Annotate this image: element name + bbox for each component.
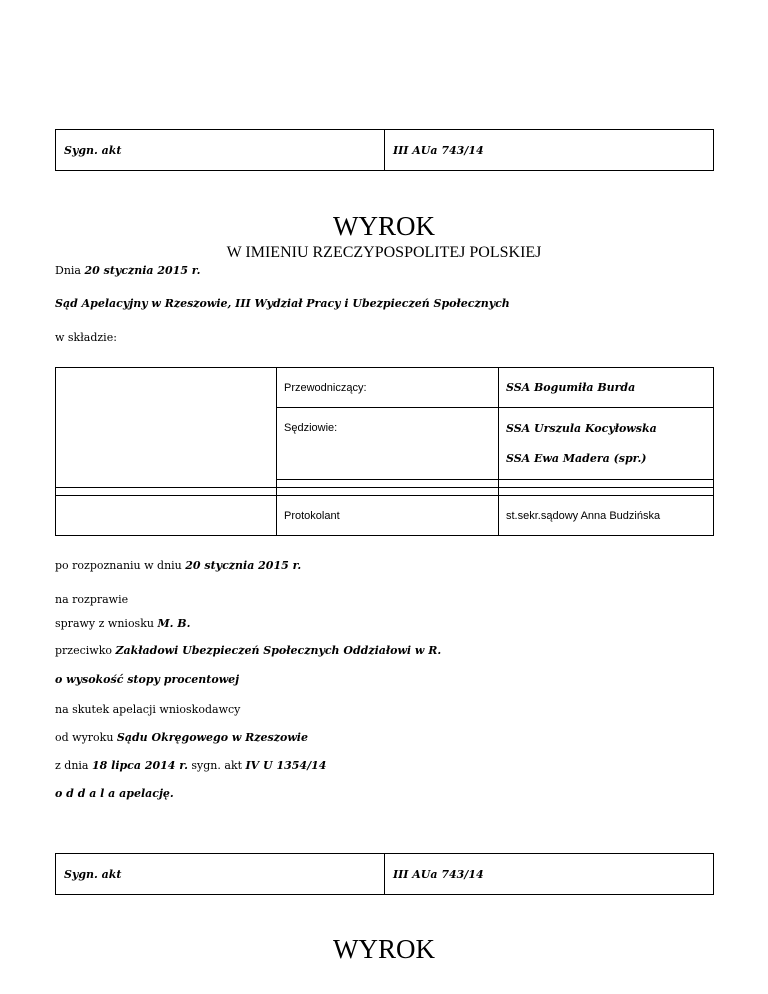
hearing-line: na rozprawie <box>55 593 129 606</box>
panel-spacer-3 <box>56 488 277 496</box>
composition-label: w składzie: <box>55 331 117 344</box>
case-number-table <box>55 129 714 171</box>
examined-date: 20 stycznia 2015 r. <box>185 559 302 572</box>
judgment-title: WYROK <box>333 211 435 241</box>
panel-empty-cell <box>56 368 277 488</box>
panel-spacer-4 <box>277 488 499 496</box>
clerk-name: st.sekr.sądowy Anna Budzińska <box>499 496 714 536</box>
judgment-subtitle: W IMIENIU RZECZYPOSPOLITEJ POLSKIEJ <box>226 244 542 261</box>
case-number-value: III AUa 743/14 <box>385 130 714 171</box>
lower-court-line <box>55 731 308 744</box>
chair-label: Przewodniczący: <box>277 368 499 408</box>
panel-empty-cell-2 <box>56 496 277 536</box>
date-line <box>55 264 200 277</box>
date-prefix-2: z dnia <box>55 759 92 772</box>
judges-label: Sędziowie: <box>277 408 499 480</box>
judge-2: SSA Ewa Madera (spr.) <box>506 452 647 465</box>
against-prefix: przeciwko <box>55 644 116 657</box>
judgment-date: 20 stycznia 2015 r. <box>84 264 201 277</box>
lower-date-line <box>55 759 326 772</box>
examined-line <box>55 559 301 572</box>
clerk-label: Protokolant <box>277 496 499 536</box>
panel-table <box>55 367 714 536</box>
panel-spacer-1 <box>277 480 499 488</box>
appeal-line: na skutek apelacji wnioskodawcy <box>55 703 241 716</box>
examined-prefix: po rozpoznaniu w dniu <box>55 559 186 572</box>
panel-spacer-2 <box>499 480 714 488</box>
lower-case-number: IV U 1354/14 <box>245 759 327 772</box>
judgment-title-2: WYROK <box>333 934 435 964</box>
ruling: o d d a l a apelację. <box>55 787 174 800</box>
lower-date: 18 lipca 2014 r. <box>92 759 188 772</box>
judges-names <box>499 408 714 480</box>
case-number-value-2: III AUa 743/14 <box>385 854 714 895</box>
court-name: Sąd Apelacyjny w Rzeszowie, III Wydział Pracy i Ubezpieczeń Społecznych <box>55 297 510 310</box>
chair-name: SSA Bogumiła Burda <box>499 368 714 408</box>
respondent-line <box>55 644 441 657</box>
case-number-table-2 <box>55 853 714 895</box>
applicant-line <box>55 617 190 630</box>
case-number-label-2: Sygn. akt <box>56 854 385 895</box>
case-number-label: Sygn. akt <box>56 130 385 171</box>
applicant: M. B. <box>157 617 191 630</box>
date-prefix: Dnia <box>55 264 85 277</box>
panel-spacer-5 <box>499 488 714 496</box>
lower-court: Sądu Okręgowego w Rzeszowie <box>116 731 308 744</box>
respondent: Zakładowi Ubezpieczeń Społecznych Oddziałowi w R. <box>115 644 442 657</box>
sygn-mid: sygn. akt <box>187 759 246 772</box>
case-prefix: sprawy z wniosku <box>55 617 158 630</box>
subject-line: o wysokość stopy procentowej <box>55 673 240 686</box>
judge-1: SSA Urszula Kocyłowska <box>506 422 657 435</box>
judgment-prefix: od wyroku <box>55 731 117 744</box>
